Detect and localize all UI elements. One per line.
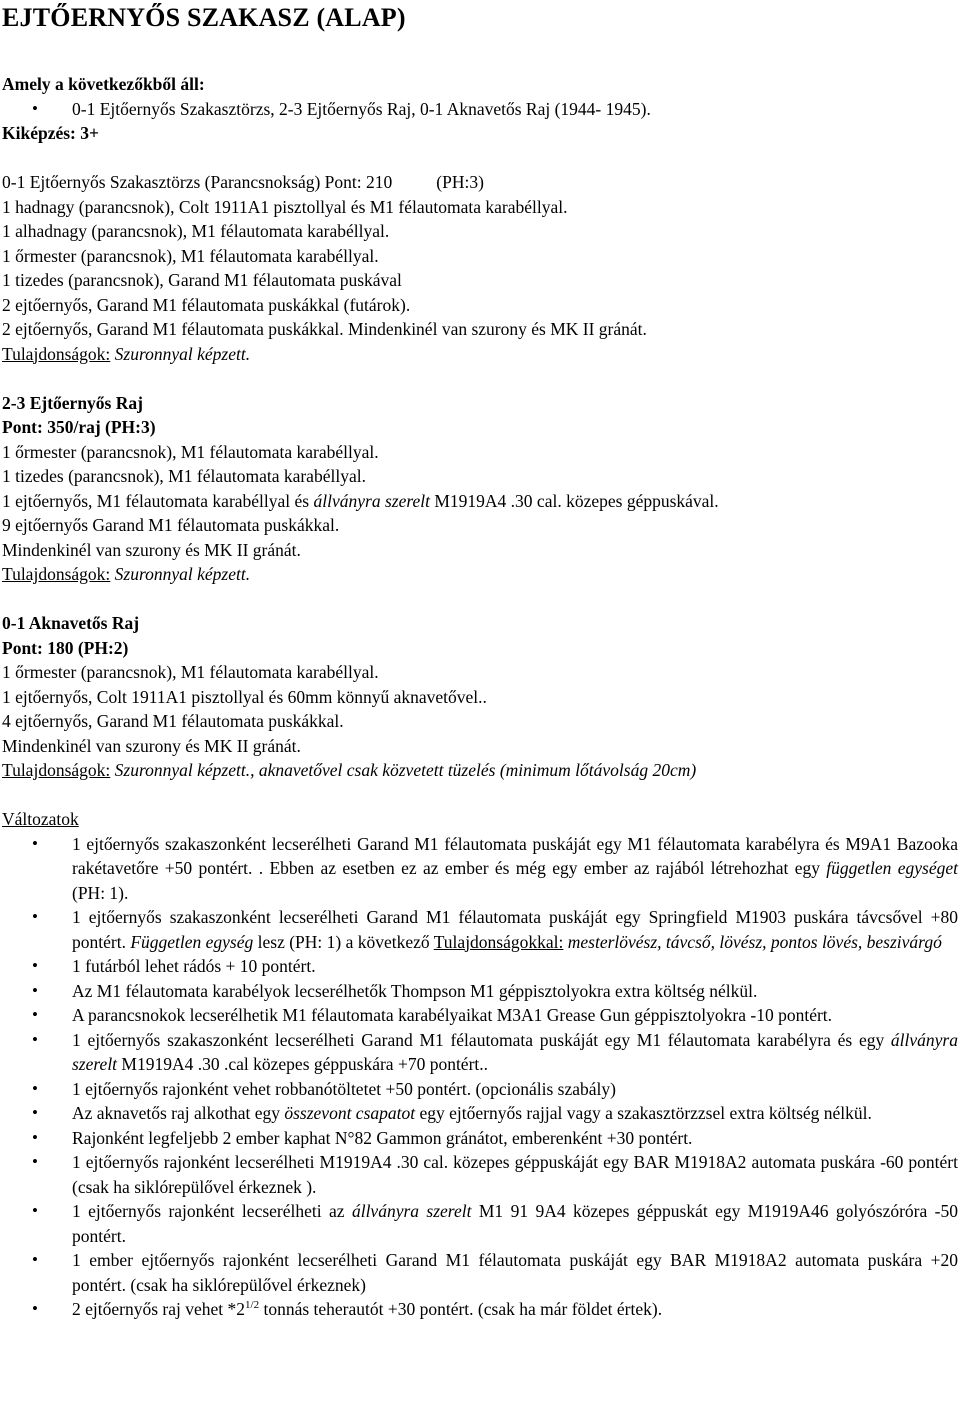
mortar-points: Pont: 180 (PH:2) <box>2 637 129 658</box>
list-item: • 1 ejtőernyős rajonként lecserélheti az állványra szerelt M1 91 9A4 közepes géppuskát egy M1919A46 golyószóróra -50 pontért. <box>2 1199 958 1248</box>
variants-heading: Változatok <box>2 809 79 829</box>
mortar-line: Mindenkinél van szurony és MK II gránát. <box>2 735 301 756</box>
composition-item: • 0-1 Ejtőernyős Szakasztörzs, 2-3 Ejtőernyős Raj, 0-1 Aknavetős Raj (1944- 1945). <box>2 97 958 122</box>
hq-traits: Tulajdonságok: Szuronnyal képzett. <box>2 343 251 364</box>
list-item: • 1 ember ejtőernyős rajonként lecserélheti Garand M1 félautomata puskáját egy BAR M1918A2 automata puskára +20 pontért. (csak ha siklórepülővel érkeznek) <box>2 1248 958 1297</box>
squad-line: 1 ejtőernyős, M1 félautomata karabéllyal és állványra szerelt M1919A4 .30 cal. közepes géppuskával. <box>2 490 719 511</box>
list-item: • A parancsnokok lecserélhetik M1 félautomata karabélyaikat M3A1 Grease Gun géppisztolyokra -10 pontért. <box>2 1003 958 1028</box>
squad-line: Mindenkinél van szurony és MK II gránát. <box>2 539 301 560</box>
list-item: • Rajonként legfeljebb 2 ember kaphat N°82 Gammon gránátot, emberenként +30 pontért. <box>2 1126 958 1151</box>
list-item: • 1 ejtőernyős szakaszonként lecserélheti Garand M1 félautomata puskáját egy Springfield M1903 puskára távcsővel +80 pontért. Független egység lesz (PH: 1) a következő Tulajdonságokkal: mesterlövész, távcső, lövész, pontos lövés, beszivárgó <box>2 905 958 954</box>
training-level: Kiképzés: 3+ <box>2 123 99 143</box>
mortar-line: 1 őrmester (parancsnok), M1 félautomata karabéllyal. <box>2 662 379 682</box>
hq-line: 1 tizedes (parancsnok), Garand M1 félautomata puskával <box>2 270 402 290</box>
squad-line: 1 őrmester (parancsnok), M1 félautomata karabéllyal. <box>2 441 379 462</box>
squad-traits: Tulajdonságok: Szuronnyal képzett. <box>2 564 251 584</box>
hq-line: 1 hadnagy (parancsnok), Colt 1911A1 pisztollyal és M1 félautomata karabéllyal. <box>2 196 568 217</box>
composition-heading: Amely a következőkből áll: <box>2 74 205 94</box>
list-item: • 1 futárból lehet rádós + 10 pontért. <box>2 954 958 979</box>
list-item: • 1 ejtőernyős szakaszonként lecserélheti Garand M1 félautomata puskáját egy M1 félautomata karabélyra és egy állványra szerelt M1919A4 .30 .cal közepes géppuskára +70 pontért.. <box>2 1028 958 1077</box>
mortar-line: 1 ejtőernyős, Colt 1911A1 pisztollyal és 60mm könnyű aknavetővel.. <box>2 686 487 707</box>
list-item: • 1 ejtőernyős rajonként vehet robbanótöltetet +50 pontért. (opcionális szabály) <box>2 1077 958 1102</box>
list-item: • Az M1 félautomata karabélyok lecserélhetők Thompson M1 géppisztolyokra extra költség nélkül. <box>2 979 958 1004</box>
variants-list <box>2 832 958 1322</box>
squad-line: 9 ejtőernyős Garand M1 félautomata puskákkal. <box>2 515 340 535</box>
squad-heading: 2-3 Ejtőernyős Raj <box>2 392 143 413</box>
mortar-heading: 0-1 Aknavetős Raj <box>2 613 140 633</box>
hq-heading: 0-1 Ejtőernyős Szakasztörzs (Parancsnokság) Pont: 210 (PH:3) <box>2 172 484 192</box>
mortar-traits: Tulajdonságok: Szuronnyal képzett., aknavetővel csak közvetett tüzelés (minimum lőtávolság 20cm) <box>2 760 697 780</box>
document-body <box>2 72 958 1322</box>
page-title: EJTŐERNYŐS SZAKASZ (ALAP) <box>2 3 406 32</box>
list-item: • 2 ejtőernyős raj vehet $*2^{1/2}$ tonnás teherautót +30 pontért. (csak ha már földet értek). <box>2 1297 958 1322</box>
squad-points: Pont: 350/raj (PH:3) <box>2 417 156 437</box>
list-item: • Az aknavetős raj alkothat egy összevont csapatot egy ejtőernyős rajjal vagy a szakasztörzzsel extra költség nélkül. <box>2 1101 958 1126</box>
hq-line: 2 ejtőernyős, Garand M1 félautomata puskákkal (futárok). <box>2 294 411 315</box>
mortar-line: 4 ejtőernyős, Garand M1 félautomata puskákkal. <box>2 711 344 731</box>
squad-line: 1 tizedes (parancsnok), M1 félautomata karabéllyal. <box>2 466 366 486</box>
list-item: • 1 ejtőernyős rajonként lecserélheti M1919A4 .30 cal. közepes géppuskáját egy BAR M1918A2 automata puskára -60 pontért (csak ha siklórepülővel érkeznek ). <box>2 1150 958 1199</box>
hq-line: 2 ejtőernyős, Garand M1 félautomata puskákkal. Mindenkinél van szurony és MK II gránát. <box>2 319 647 339</box>
list-item: • 1 ejtőernyős szakaszonként lecserélheti Garand M1 félautomata puskáját egy M1 félautomata karabélyra és M9A1 Bazooka rakétavetőre +50 pontért. . Ebben az esetben ez az ember és még egy ember az rajából létrehozhat egy független egységet (PH: 1). <box>2 832 958 906</box>
hq-line: 1 alhadnagy (parancsnok), M1 félautomata karabéllyal. <box>2 221 390 241</box>
hq-line: 1 őrmester (parancsnok), M1 félautomata karabéllyal. <box>2 245 379 266</box>
